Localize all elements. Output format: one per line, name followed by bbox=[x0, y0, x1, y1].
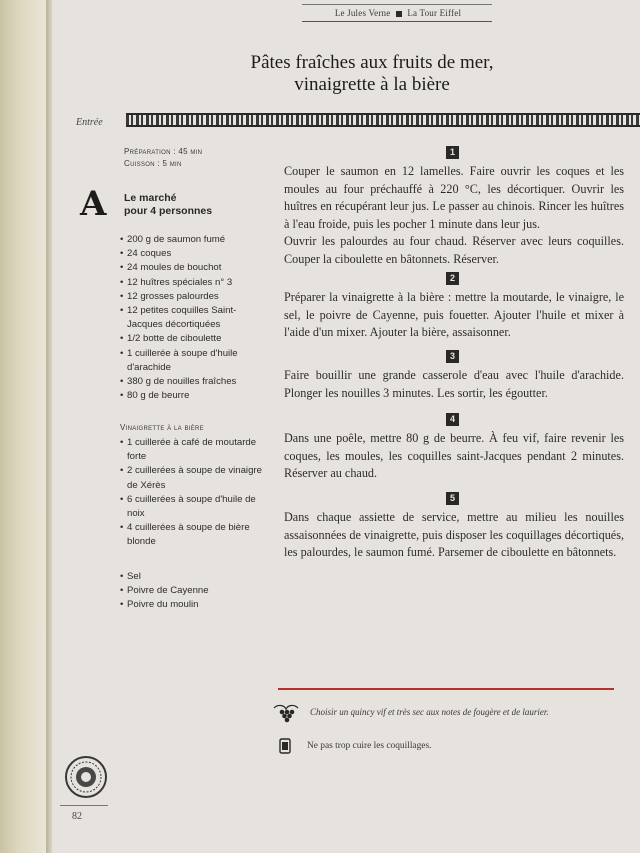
list-item: • 80 g de beurre bbox=[120, 389, 270, 403]
market-title bbox=[124, 192, 244, 218]
list-item: • 12 petites coquilles Saint-Jacques décortiquées bbox=[120, 304, 270, 332]
recipe-title bbox=[182, 52, 562, 96]
step-4-paragraph-1: Dans une poêle, mettre 80 g de beurre. À feu vif, faire revenir les coques, les moules, les coquilles saint-Jacques pendant 2 minutes. Réserver au chaud. bbox=[284, 431, 624, 481]
drop-cap: A bbox=[80, 184, 107, 224]
book-spine bbox=[0, 0, 46, 853]
list-item: • 4 cuillerées à soupe de bière blonde bbox=[120, 521, 270, 549]
step-number-3: 3 bbox=[446, 350, 459, 363]
section-label: Entrée bbox=[76, 117, 103, 128]
ingredients-list bbox=[120, 233, 270, 403]
page-number-rule bbox=[60, 805, 108, 806]
sauce-title: Vinaigrette à la bière bbox=[120, 423, 204, 432]
step-number-1: 1 bbox=[446, 146, 459, 159]
step-3-paragraph-1: Faire bouillir une grande casserole d'eau avec l'huile d'arachide. Plonger les nouilles 3 minutes. Les sortir, les égoutter. bbox=[284, 368, 624, 400]
step-number-5: 5 bbox=[446, 492, 459, 505]
step-number-4: 4 bbox=[446, 413, 459, 426]
list-item: • 1/2 botte de ciboulette bbox=[120, 332, 270, 346]
step-number-2: 2 bbox=[446, 272, 459, 285]
running-head-left: Le Jules Verne bbox=[334, 8, 391, 18]
list-item: • 380 g de nouilles fraîches bbox=[120, 375, 270, 389]
list-item: • 24 moules de bouchot bbox=[120, 261, 270, 275]
grapes-icon bbox=[272, 703, 300, 723]
list-item: • 12 grosses palourdes bbox=[120, 290, 270, 304]
list-item: • Poivre du moulin bbox=[120, 598, 270, 612]
seasoning-list bbox=[120, 570, 270, 613]
list-item: • Sel bbox=[120, 570, 270, 584]
list-item: • 2 cuillerées à soupe de vinaigre de Xérès bbox=[120, 464, 270, 492]
running-head-top-rule bbox=[302, 4, 492, 5]
step-3-text bbox=[284, 367, 624, 402]
running-head-right: La Tour Eiffel bbox=[407, 8, 462, 18]
step-2-text bbox=[284, 289, 624, 342]
list-item: • Poivre de Cayenne bbox=[120, 584, 270, 598]
ornamental-border bbox=[126, 113, 640, 127]
sauce-list bbox=[120, 436, 270, 550]
step-1-text bbox=[284, 163, 624, 269]
seal-icon bbox=[64, 755, 108, 799]
page-number: 82 bbox=[72, 811, 82, 822]
square-bullet-icon bbox=[396, 11, 402, 17]
cup-icon bbox=[278, 737, 292, 755]
list-item: • 1 cuillerée à café de moutarde forte bbox=[120, 436, 270, 464]
times bbox=[124, 146, 202, 170]
running-head bbox=[300, 8, 496, 18]
step-4-text bbox=[284, 430, 624, 483]
step-2-paragraph-1: Préparer la vinaigrette à la bière : mettre la moutarde, le vinaigre, le sel, le poivre de Cayenne, puis fouetter. Ajouter l'huile et mixer à l'aide d'un mixer. Ajouter la bière, assaisonner. bbox=[284, 290, 624, 340]
accent-rule bbox=[278, 688, 614, 690]
step-1-paragraph-1: Couper le saumon en 12 lamelles. Faire ouvrir les coques et les moules au four préchauffé à 220 °C, les décortiquer. Ouvrir les huîtres en récupérant leur jus. Le passer au chinois. Rincer les huîtres à l'eau froide, puis les pocher 1 minute dans leur jus. bbox=[284, 164, 624, 231]
list-item: • 1 cuillerée à soupe d'huile d'arachide bbox=[120, 347, 270, 375]
recipe-title-line2: vinaigrette à la bière bbox=[294, 74, 450, 95]
cooking-time: Cuisson : 5 min bbox=[124, 159, 182, 168]
preparation-time: Préparation : 45 min bbox=[124, 147, 203, 156]
recipe-title-line1: Pâtes fraîches aux fruits de mer, bbox=[250, 52, 494, 73]
recipe-page bbox=[52, 0, 640, 853]
market-title-line2: pour 4 personnes bbox=[124, 205, 213, 217]
market-title-line1: Le marché bbox=[124, 192, 177, 204]
list-item: • 6 cuillerées à soupe d'huile de noix bbox=[120, 493, 270, 521]
running-head-rule bbox=[302, 21, 492, 22]
list-item: • 24 coques bbox=[120, 247, 270, 261]
list-item: • 200 g de saumon fumé bbox=[120, 233, 270, 247]
list-item: • 12 huîtres spéciales n° 3 bbox=[120, 276, 270, 290]
chef-note: Ne pas trop cuire les coquillages. bbox=[307, 741, 432, 751]
step-1-paragraph-2: Ouvrir les palourdes au four chaud. Réserver avec leurs coquilles. Couper la ciboulette en bâtonnets. Réserver. bbox=[284, 234, 624, 266]
wine-tip: Choisir un quincy vif et très sec aux notes de fougère et de laurier. bbox=[310, 707, 549, 717]
step-5-paragraph-1: Dans chaque assiette de service, mettre au milieu les nouilles assaisonnées de vinaigrette, puis disposer les coquillages décortiqués, les palourdes, le saumon fumé. Parsemer de ciboulette en bâtonnets. bbox=[284, 510, 624, 560]
step-5-text bbox=[284, 509, 624, 562]
